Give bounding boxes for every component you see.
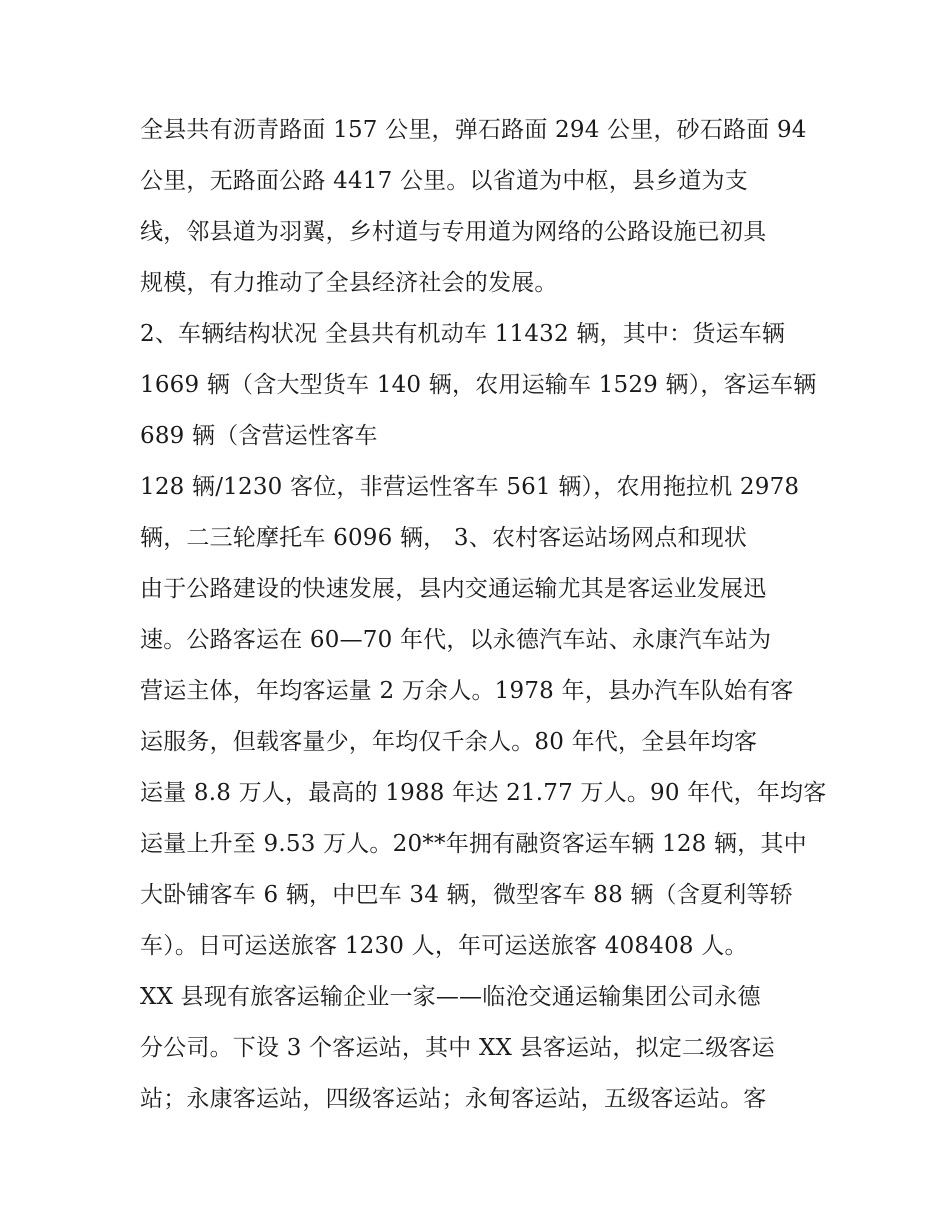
text-line: 公里，无路面公路 4417 公里。以省道为中枢，县乡道为支	[140, 168, 748, 194]
text-line: 线，邻县道为羽翼，乡村道与专用道为网络的公路设施已初具	[140, 219, 767, 245]
text-line: 车）。日可运送旅客 1230 人，年可运送旅客 408408 人。	[140, 933, 748, 959]
body-text	[140, 105, 830, 1125]
text-line: 全县共有沥青路面 157 公里，弹石路面 294 公里，砂石路面 94	[140, 117, 807, 143]
text-line: 营运主体，年均客运量 2 万余人。1978 年，县办汽车队始有客	[140, 678, 794, 704]
text-line: 大卧铺客车 6 辆，中巴车 34 辆，微型客车 88 辆（含夏利等轿	[140, 882, 793, 908]
text-line: 速。公路客运在 60—70 年代，以永德汽车站、永康汽车站为	[140, 627, 772, 653]
text-line: 1669 辆（含大型货车 140 辆，农用运输车 1529 辆），客运车辆	[140, 372, 817, 398]
text-line: XX 县现有旅客运输企业一家——临沧交通运输集团公司永德	[140, 984, 761, 1010]
text-line: 运服务，但载客量少，年均仅千余人。80 年代，全县年均客	[140, 729, 758, 755]
text-line: 分公司。下设 3 个客运站，其中 XX 县客运站，拟定二级客运	[140, 1035, 775, 1061]
text-line: 规模，有力推动了全县经济社会的发展。	[140, 270, 558, 296]
text-line: 689 辆（含营运性客车	[140, 423, 378, 449]
text-line: 由于公路建设的快速发展，县内交通运输尤其是客运业发展迅	[140, 576, 767, 602]
text-line: 运量 8.8 万人，最高的 1988 年达 21.77 万人。90 年代，年均客	[140, 780, 827, 806]
text-line: 128 辆/1230 客位，非营运性客车 561 辆），农用拖拉机 2978	[140, 474, 800, 500]
text-line: 运量上升至 9.53 万人。20**年拥有融资客运车辆 128 辆，其中	[140, 831, 807, 857]
text-line: 站；永康客运站，四级客运站；永甸客运站，五级客运站。客	[140, 1086, 767, 1112]
text-line: 2、车辆结构状况 全县共有机动车 11432 辆，其中：货运车辆	[140, 321, 786, 347]
text-line: 辆，二三轮摩托车 6096 辆， 3、农村客运站场网点和现状	[140, 525, 748, 551]
